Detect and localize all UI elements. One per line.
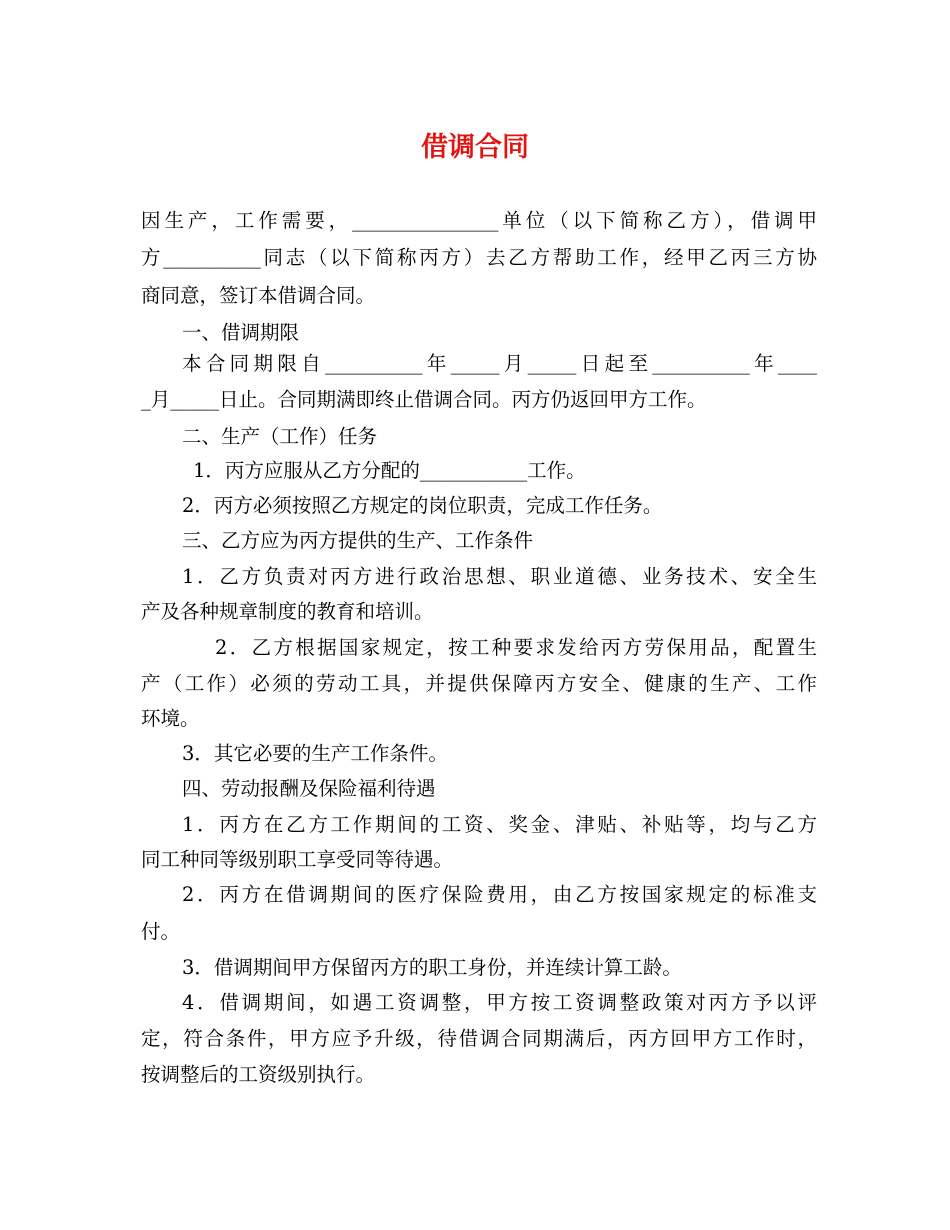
paragraph-line: _月_____日止。合同期满即终止借调合同。丙方仍返回甲方工作。 <box>141 388 707 411</box>
paragraph-line: 1．丙方应服从乙方分配的___________工作。 <box>193 459 586 482</box>
paragraph-line: 方__________同志（以下简称丙方）去乙方帮助工作，经甲乙丙三方协 <box>141 246 817 269</box>
paragraph-line: 商同意，签订本借调合同。 <box>141 284 376 307</box>
paragraph-line: 3．借调期间甲方保留丙方的职工身份，并连续计算工龄。 <box>182 956 682 979</box>
paragraph-line: 定，符合条件，甲方应予升级，待借调合同期满后，丙方回甲方工作时， <box>141 1027 817 1050</box>
paragraph-line: 2．丙方在借调期间的医疗保险费用，由乙方按国家规定的标准支 <box>182 883 817 906</box>
paragraph-line: 产及各种规章制度的教育和培训。 <box>141 600 434 623</box>
paragraph-line: 4．借调期间，如遇工资调整，甲方按工资调整政策对丙方予以评 <box>182 991 817 1014</box>
paragraph-line: 2．丙方必须按照乙方规定的岗位职责，完成工作任务。 <box>182 494 663 517</box>
document-title: 借调合同 <box>421 132 529 163</box>
paragraph-line: 1．乙方负责对丙方进行政治思想、职业道德、业务技术、安全生 <box>182 565 817 588</box>
paragraph-line: 付。 <box>141 920 181 943</box>
paragraph-line: 3．其它必要的生产工作条件。 <box>182 742 448 765</box>
paragraph-line: 产（工作）必须的劳动工具，并提供保障丙方安全、健康的生产、工作 <box>141 672 817 695</box>
section-heading: 三、乙方应为丙方提供的生产、工作条件 <box>182 529 534 552</box>
section-heading: 一、借调期限 <box>182 321 300 344</box>
paragraph-line: 按调整后的工资级别执行。 <box>141 1063 376 1086</box>
paragraph-line: 本合同期限自__________年_____月_____日起至__________年____ <box>182 352 817 375</box>
paragraph-line: 1．丙方在乙方工作期间的工资、奖金、津贴、补贴等，均与乙方 <box>182 813 817 836</box>
paragraph-line: 环境。 <box>141 707 200 730</box>
section-heading: 二、生产（工作）任务 <box>182 425 378 448</box>
section-heading: 四、劳动报酬及保险福利待遇 <box>182 777 436 800</box>
paragraph-line: 2．乙方根据国家规定，按工种要求发给丙方劳保用品，配置生 <box>215 636 817 659</box>
paragraph-line: 因生产，工作需要，_______________单位（以下简称乙方），借调甲 <box>141 209 817 232</box>
paragraph-line: 同工种同等级别职工享受同等待遇。 <box>141 848 454 871</box>
